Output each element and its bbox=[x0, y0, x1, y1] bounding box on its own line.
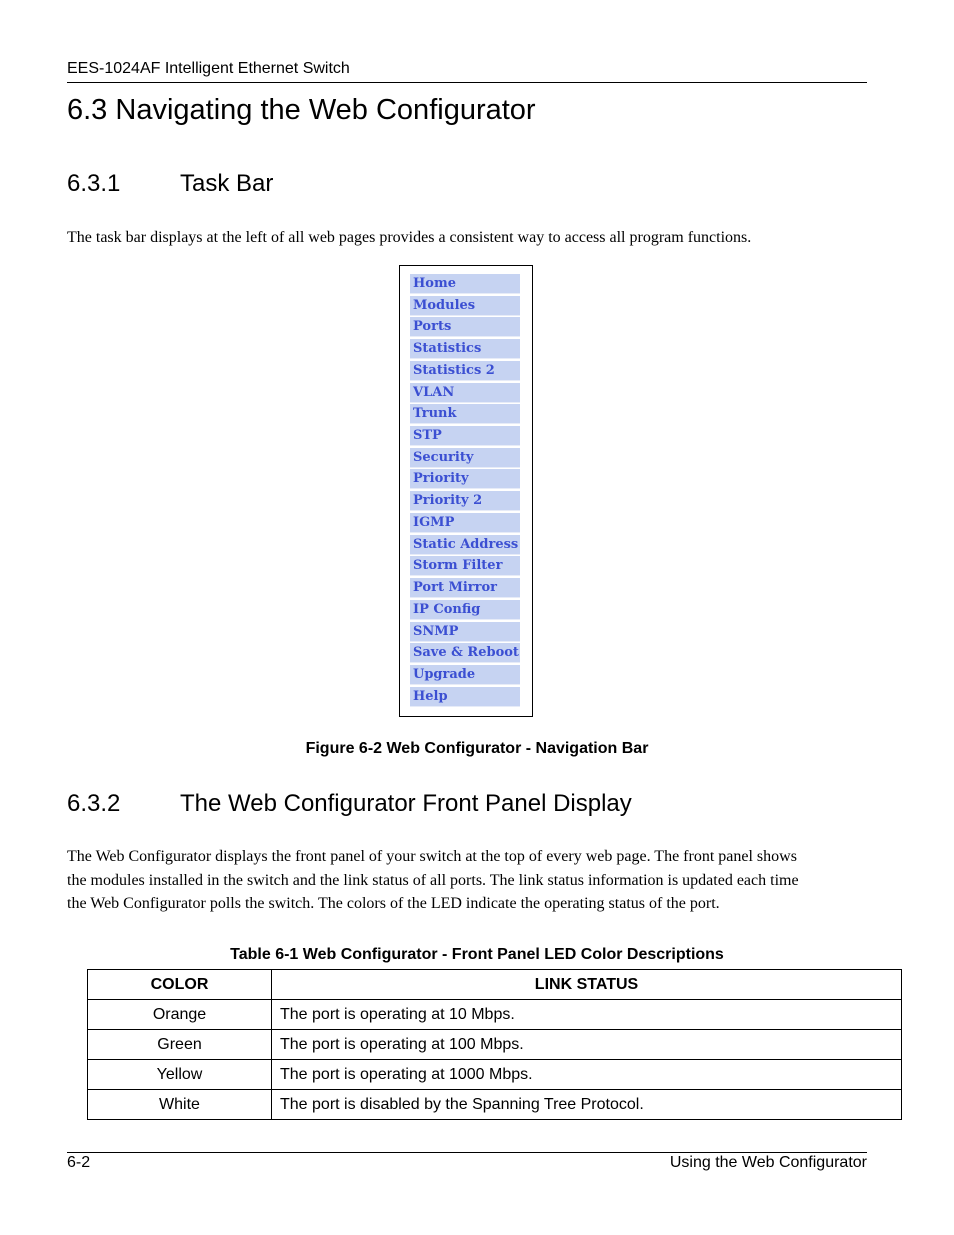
nav-item-modules[interactable]: Modules bbox=[410, 296, 520, 316]
nav-item-help[interactable]: Help bbox=[410, 687, 520, 707]
nav-item-home[interactable]: Home bbox=[410, 274, 520, 294]
navigation-list bbox=[410, 274, 520, 708]
subsection-heading-front-panel bbox=[67, 790, 632, 818]
running-header: EES-1024AF Intelligent Ethernet Switch bbox=[67, 60, 350, 77]
table-row bbox=[88, 1030, 902, 1060]
color-cell: White bbox=[88, 1090, 272, 1120]
status-cell: The port is operating at 10 Mbps. bbox=[272, 1000, 902, 1030]
nav-item-snmp[interactable]: SNMP bbox=[410, 622, 520, 642]
task-bar-paragraph: The task bar displays at the left of all web pages provides a consistent way to access all program functions. bbox=[67, 229, 752, 246]
nav-item-security[interactable]: Security bbox=[410, 448, 520, 468]
nav-item-statistics-2[interactable]: Statistics 2 bbox=[410, 361, 520, 381]
table-header-row bbox=[88, 970, 902, 1000]
nav-item-statistics[interactable]: Statistics bbox=[410, 339, 520, 359]
color-cell: Orange bbox=[88, 1000, 272, 1030]
nav-item-ip-config[interactable]: IP Config bbox=[410, 600, 520, 620]
color-cell: Yellow bbox=[88, 1060, 272, 1090]
nav-item-ports[interactable]: Ports bbox=[410, 317, 520, 337]
nav-item-upgrade[interactable]: Upgrade bbox=[410, 665, 520, 685]
table-caption: Table 6-1 Web Configurator - Front Panel LED Color Descriptions bbox=[230, 946, 724, 963]
subsection-title: The Web Configurator Front Panel Display bbox=[180, 790, 632, 817]
table-row bbox=[88, 1000, 902, 1030]
subsection-number: 6.3.1 bbox=[67, 170, 121, 197]
nav-item-priority[interactable]: Priority bbox=[410, 469, 520, 489]
chapter-title: Using the Web Configurator bbox=[669, 1154, 867, 1171]
nav-item-vlan[interactable]: VLAN bbox=[410, 383, 520, 403]
color-cell: Green bbox=[88, 1030, 272, 1060]
section-heading: 6.3 Navigating the Web Configurator bbox=[67, 94, 536, 126]
front-panel-paragraph bbox=[67, 845, 867, 916]
page-number: 6-2 bbox=[67, 1154, 91, 1171]
paragraph-line: the modules installed in the switch and the link status of all ports. The link status information is updated each time bbox=[67, 871, 799, 889]
column-header-color: COLOR bbox=[88, 970, 272, 1000]
status-cell: The port is operating at 100 Mbps. bbox=[272, 1030, 902, 1060]
led-color-table bbox=[87, 969, 902, 1120]
subsection-title: Task Bar bbox=[180, 170, 274, 197]
navigation-bar-figure bbox=[399, 265, 533, 717]
status-cell: The port is disabled by the Spanning Tree Protocol. bbox=[272, 1090, 902, 1120]
nav-item-stp[interactable]: STP bbox=[410, 426, 520, 446]
nav-item-port-mirror[interactable]: Port Mirror bbox=[410, 578, 520, 598]
nav-item-static-address[interactable]: Static Address bbox=[410, 535, 520, 555]
column-header-link-status: LINK STATUS bbox=[272, 970, 902, 1000]
nav-item-save-reboot[interactable]: Save & Reboot bbox=[410, 643, 520, 663]
paragraph-line: The Web Configurator displays the front panel of your switch at the top of every web page. The front panel shows bbox=[67, 848, 797, 865]
figure-caption: Figure 6-2 Web Configurator - Navigation Bar bbox=[305, 740, 649, 757]
subsection-number: 6.3.2 bbox=[67, 790, 121, 817]
nav-item-trunk[interactable]: Trunk bbox=[410, 404, 520, 424]
subsection-heading-task-bar bbox=[67, 170, 273, 198]
paragraph-line: the Web Configurator polls the switch. The colors of the LED indicate the operating status of the port. bbox=[67, 895, 720, 912]
status-cell: The port is operating at 1000 Mbps. bbox=[272, 1060, 902, 1090]
table-row bbox=[88, 1060, 902, 1090]
nav-item-storm-filter[interactable]: Storm Filter bbox=[410, 556, 520, 576]
nav-item-priority-2[interactable]: Priority 2 bbox=[410, 491, 520, 511]
footer-divider bbox=[67, 1152, 867, 1153]
table-row bbox=[88, 1090, 902, 1120]
header-divider bbox=[67, 82, 867, 83]
nav-item-igmp[interactable]: IGMP bbox=[410, 513, 520, 533]
